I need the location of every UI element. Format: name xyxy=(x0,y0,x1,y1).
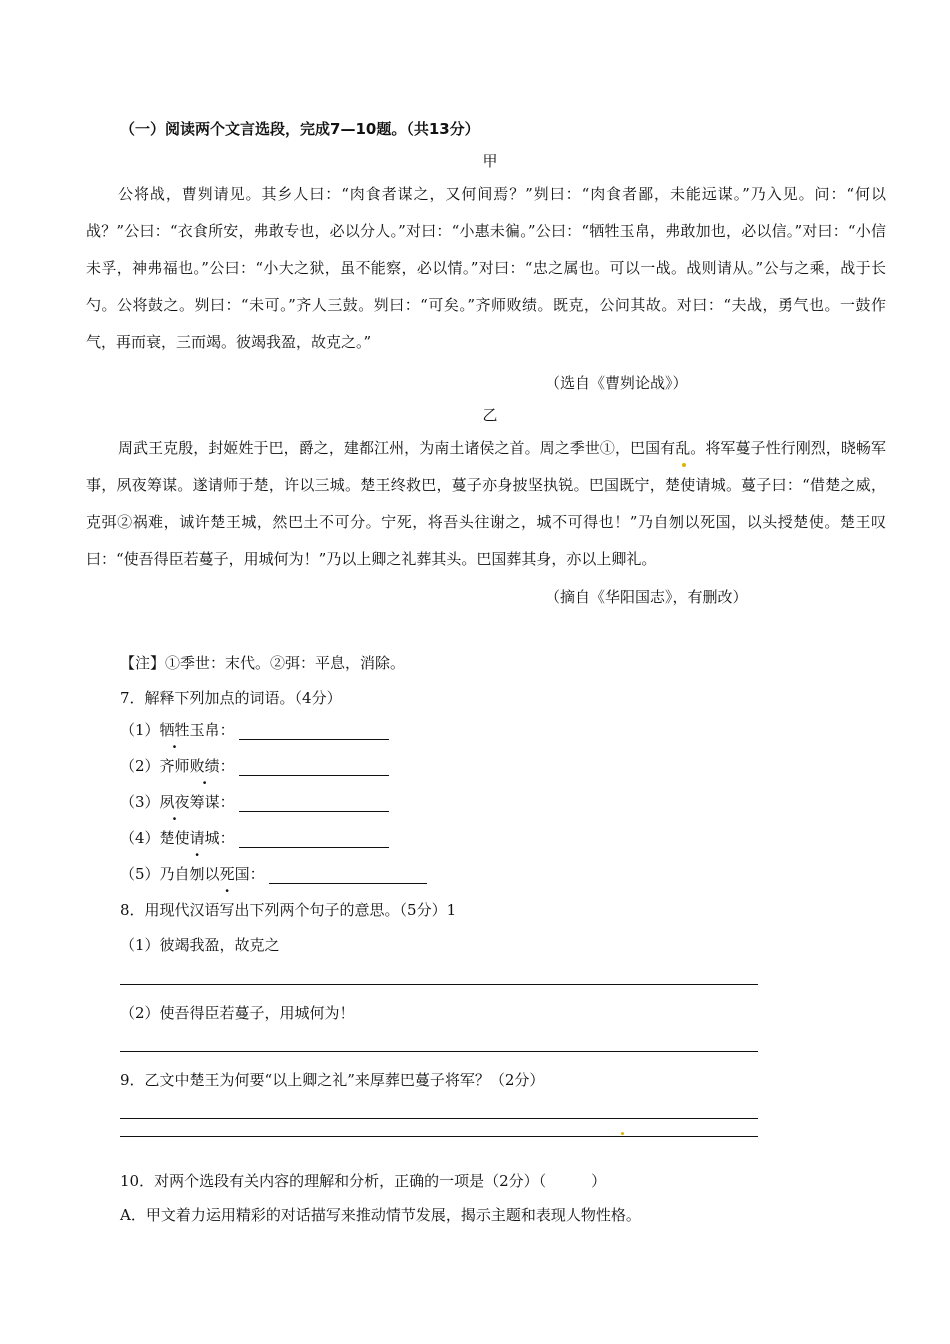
q7-stem: 7．解释下列加点的词语。（4分） xyxy=(120,689,342,707)
q8-sentence-1: （1）彼竭我盈，故克之 xyxy=(120,936,280,954)
dotted-word: 死 xyxy=(219,865,235,883)
answer-line[interactable] xyxy=(120,1136,758,1137)
passage-b-source: （摘自《华阳国志》，有删改） xyxy=(545,588,748,606)
passage-a-text: 公将战，曹刿请见。其乡人曰：“肉食者谋之，又何间焉？”刿曰：“肉食者鄙，未能远谋。”乃入见。问：“何以战？”公曰：“衣食所安，弗敢专也，必以分人。”对曰：“小惠未徧。”公曰：“牺牲玉帛，弗敢加也，必以信。”对曰：“小信未孚，神弗福也。”公曰：“小大之狱，虽不能察，必以情。”对曰：“忠之属也。可以一战。战则请从。”公与之乘，战于长勺。公将鼓之。刿曰：“未可。”齐人三鼓。刿曰：“可矣。”齐师败绩。既克，公问其故。对曰：“夫战，勇气也。一鼓作气，再而衰，三而竭。彼竭我盈，故克之。” xyxy=(86,185,886,351)
answer-blank[interactable] xyxy=(239,796,389,812)
passage-b-text: 周武王克殷，封姬姓于巴，爵之，建都江州，为南土诸侯之首。周之季世①，巴国有乱。将军蔓子性行刚烈，晓畅军事，夙夜筹谋。遂请师于楚，许以三城。楚王终救巴，蔓子亦身披坚执锐。巴国既宁，楚使请城。蔓子曰：“借楚之威，克弭②祸难，诚许楚王城，然巴土不可分。宁死，将吾头往谢之，城不可得也！”乃自刎以死国，以头授楚使。楚王叹曰：“使吾得臣若蔓子，用城何为！”乃以上卿之礼葬其头。巴国葬其身，亦以上卿礼。 xyxy=(86,439,886,568)
answer-blank[interactable] xyxy=(269,868,427,884)
answer-line[interactable] xyxy=(120,1118,758,1119)
passage-a-heading: 甲 xyxy=(482,152,498,170)
q10-stem: 10．对两个选段有关内容的理解和分析，正确的一项是（2分）（ ） xyxy=(120,1172,607,1190)
dotted-word: 败绩 xyxy=(189,757,220,775)
q7-item-4: （4）楚使请城： xyxy=(120,827,389,848)
q7-item-5: （5）乃自刎以死国： xyxy=(120,863,427,884)
stray-mark xyxy=(682,463,686,467)
q8-sentence-2: （2）使吾得臣若蔓子，用城何为！ xyxy=(120,1004,355,1022)
q10-option-a[interactable]: A．甲文着力运用精彩的对话描写来推动情节发展，揭示主题和表现人物性格。 xyxy=(120,1206,641,1224)
q7-item-2: （2）齐师败绩： xyxy=(120,755,389,776)
note: 【注】①季世：末代。②弭：平息，消除。 xyxy=(120,654,406,672)
q7-item-1: （1）牺牲玉帛： xyxy=(120,719,389,740)
dotted-word: 牺牲 xyxy=(159,721,190,739)
stray-mark xyxy=(621,1132,624,1135)
dotted-word: 夙夜 xyxy=(159,793,190,811)
q8-stem: 8．用现代汉语写出下列两个句子的意思。（5分）1 xyxy=(120,901,457,919)
answer-blank[interactable] xyxy=(239,760,389,776)
section-title: （一）阅读两个文言选段，完成7—10题。（共13分） xyxy=(120,120,480,138)
passage-a-source: （选自《曹刿论战》） xyxy=(545,374,688,392)
answer-line[interactable] xyxy=(120,1051,758,1052)
answer-blank[interactable] xyxy=(239,724,389,740)
answer-line[interactable] xyxy=(120,984,758,985)
q9-stem: 9．乙文中楚王为何要“以上卿之礼”来厚葬巴蔓子将军？（2分） xyxy=(120,1071,545,1089)
passage-b-heading: 乙 xyxy=(482,406,498,424)
answer-blank[interactable] xyxy=(239,832,389,848)
dotted-word: 请 xyxy=(189,829,205,847)
q7-item-3: （3）夙夜筹谋： xyxy=(120,791,389,812)
